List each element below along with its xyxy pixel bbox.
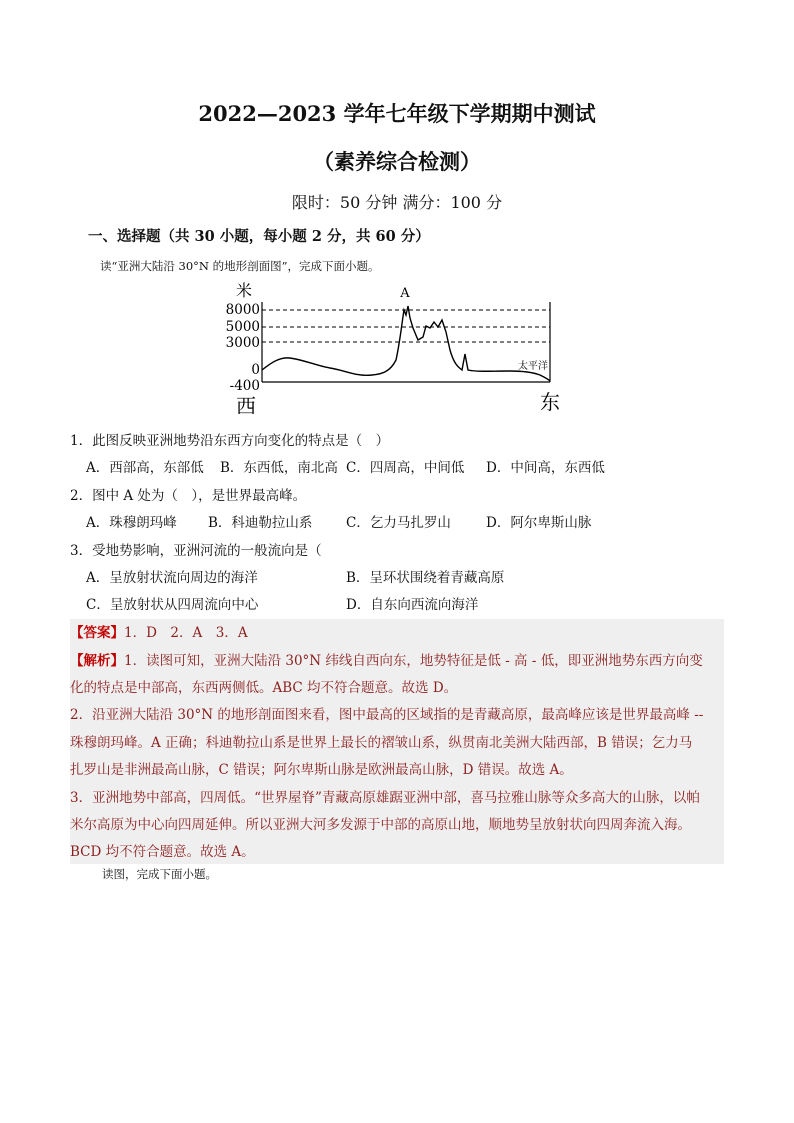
west-label: 西 — [236, 394, 256, 414]
analysis-line-6: 3．亚洲地势中部高，四周低。“世界屋脊”青藏高原雄踞亚洲中部，喜马拉雅山脉等众多高大的山脉，以帕 — [70, 790, 700, 806]
analysis-line-7: 米尔高原为中心向四周延伸。所以亚洲大河多发源于中部的高原山地，顺地势呈放射状向四周奔流入海。 — [70, 817, 691, 833]
q2-option-d: D．阿尔卑斯山脉 — [486, 515, 592, 531]
section-heading: 一、选择题（共 30 小题，每小题 2 分，共 60 分） — [88, 228, 430, 245]
page-subtitle: （素养综合检测） — [313, 149, 481, 174]
question-2: 2．图中 A 处为（ ），是世界最高峰。 — [70, 488, 307, 504]
pacific-label: 太平洋 — [518, 361, 548, 372]
q2-option-b: B．科迪勒拉山系 — [208, 515, 313, 531]
y-tick-neg400: -400 — [229, 378, 260, 394]
question-3: 3．受地势影响，亚洲河流的一般流向是（ — [70, 543, 322, 559]
analysis-line-2: 化的特点是中部高，东西两侧低。ABC 均不符合题意。故选 D。 — [70, 680, 458, 696]
analysis-line-4: 珠穆朗玛峰。A 正确；科迪勒拉山系是世界上最长的褶皱山系，纵贯南北美洲大陆西部，B 错误；乞力马 — [70, 735, 693, 751]
time-info: 限时：50 分钟 满分：100 分 — [291, 193, 503, 212]
q1-option-d: D．中间高，东西低 — [486, 460, 605, 476]
question-1: 1．此图反映亚洲地势沿东西方向变化的特点是（ ） — [70, 433, 390, 449]
analysis-tag: 【解析】 — [70, 653, 124, 669]
q1-option-b: B．东西低，南北高 — [220, 460, 338, 476]
y-tick-0: 0 — [251, 362, 260, 378]
terrain-profile-line — [262, 306, 550, 381]
q2-option-a: A．珠穆朗玛峰 — [86, 515, 177, 531]
answer-analysis-block — [70, 619, 724, 864]
y-unit-label: 米 — [236, 282, 253, 300]
peak-a-label: A — [400, 286, 410, 301]
y-tick-8000: 8000 — [225, 302, 260, 318]
terrain-profile-figure — [222, 282, 562, 414]
y-tick-3000: 3000 — [225, 335, 260, 351]
q3-option-d: D．自东向西流向海洋 — [346, 597, 479, 613]
figure-intro: 读“亚洲大陆沿 30°N 的地形剖面图”，完成下面小题。 — [100, 259, 380, 273]
analysis-text: 1．读图可知，亚洲大陆沿 30°N 纬线自西向东，地势特征是低 - 高 - 低，即亚洲地势东西方向变 — [124, 653, 703, 669]
q1-option-c: C．四周高，中间低 — [346, 460, 465, 476]
figure-intro-2: 读图，完成下面小题。 — [102, 867, 217, 881]
analysis-line-8: BCD 均不符合题意。故选 A。 — [70, 844, 255, 860]
analysis-line-5: 扎罗山是非洲最高山脉，C 错误；阿尔卑斯山脉是欧洲最高山脉，D 错误。故选 A。 — [70, 762, 573, 778]
answer-tag: 【答案】 — [70, 625, 124, 641]
page-title: 2022—2023 学年七年级下学期期中测试 — [198, 101, 596, 126]
q3-option-b: B．呈环状围绕着青藏高原 — [346, 570, 505, 586]
q3-option-c: C．呈放射状从四周流向中心 — [86, 597, 259, 613]
analysis-line-1 — [70, 649, 703, 669]
q2-option-c: C．乞力马扎罗山 — [346, 515, 451, 531]
answer-text: 1．D 2．A 3．A — [124, 625, 248, 641]
y-tick-5000: 5000 — [225, 319, 260, 335]
q3-option-a: A．呈放射状流向周边的海洋 — [86, 570, 258, 586]
q1-option-a: A．西部高，东部低 — [86, 460, 204, 476]
analysis-line-3: 2．沿亚洲大陆沿 30°N 的地形剖面图来看，图中最高的区域指的是青藏高原，最高峰应该是世界最高峰 -- — [70, 707, 704, 723]
answer-line — [70, 621, 248, 641]
east-label: 东 — [540, 390, 560, 414]
